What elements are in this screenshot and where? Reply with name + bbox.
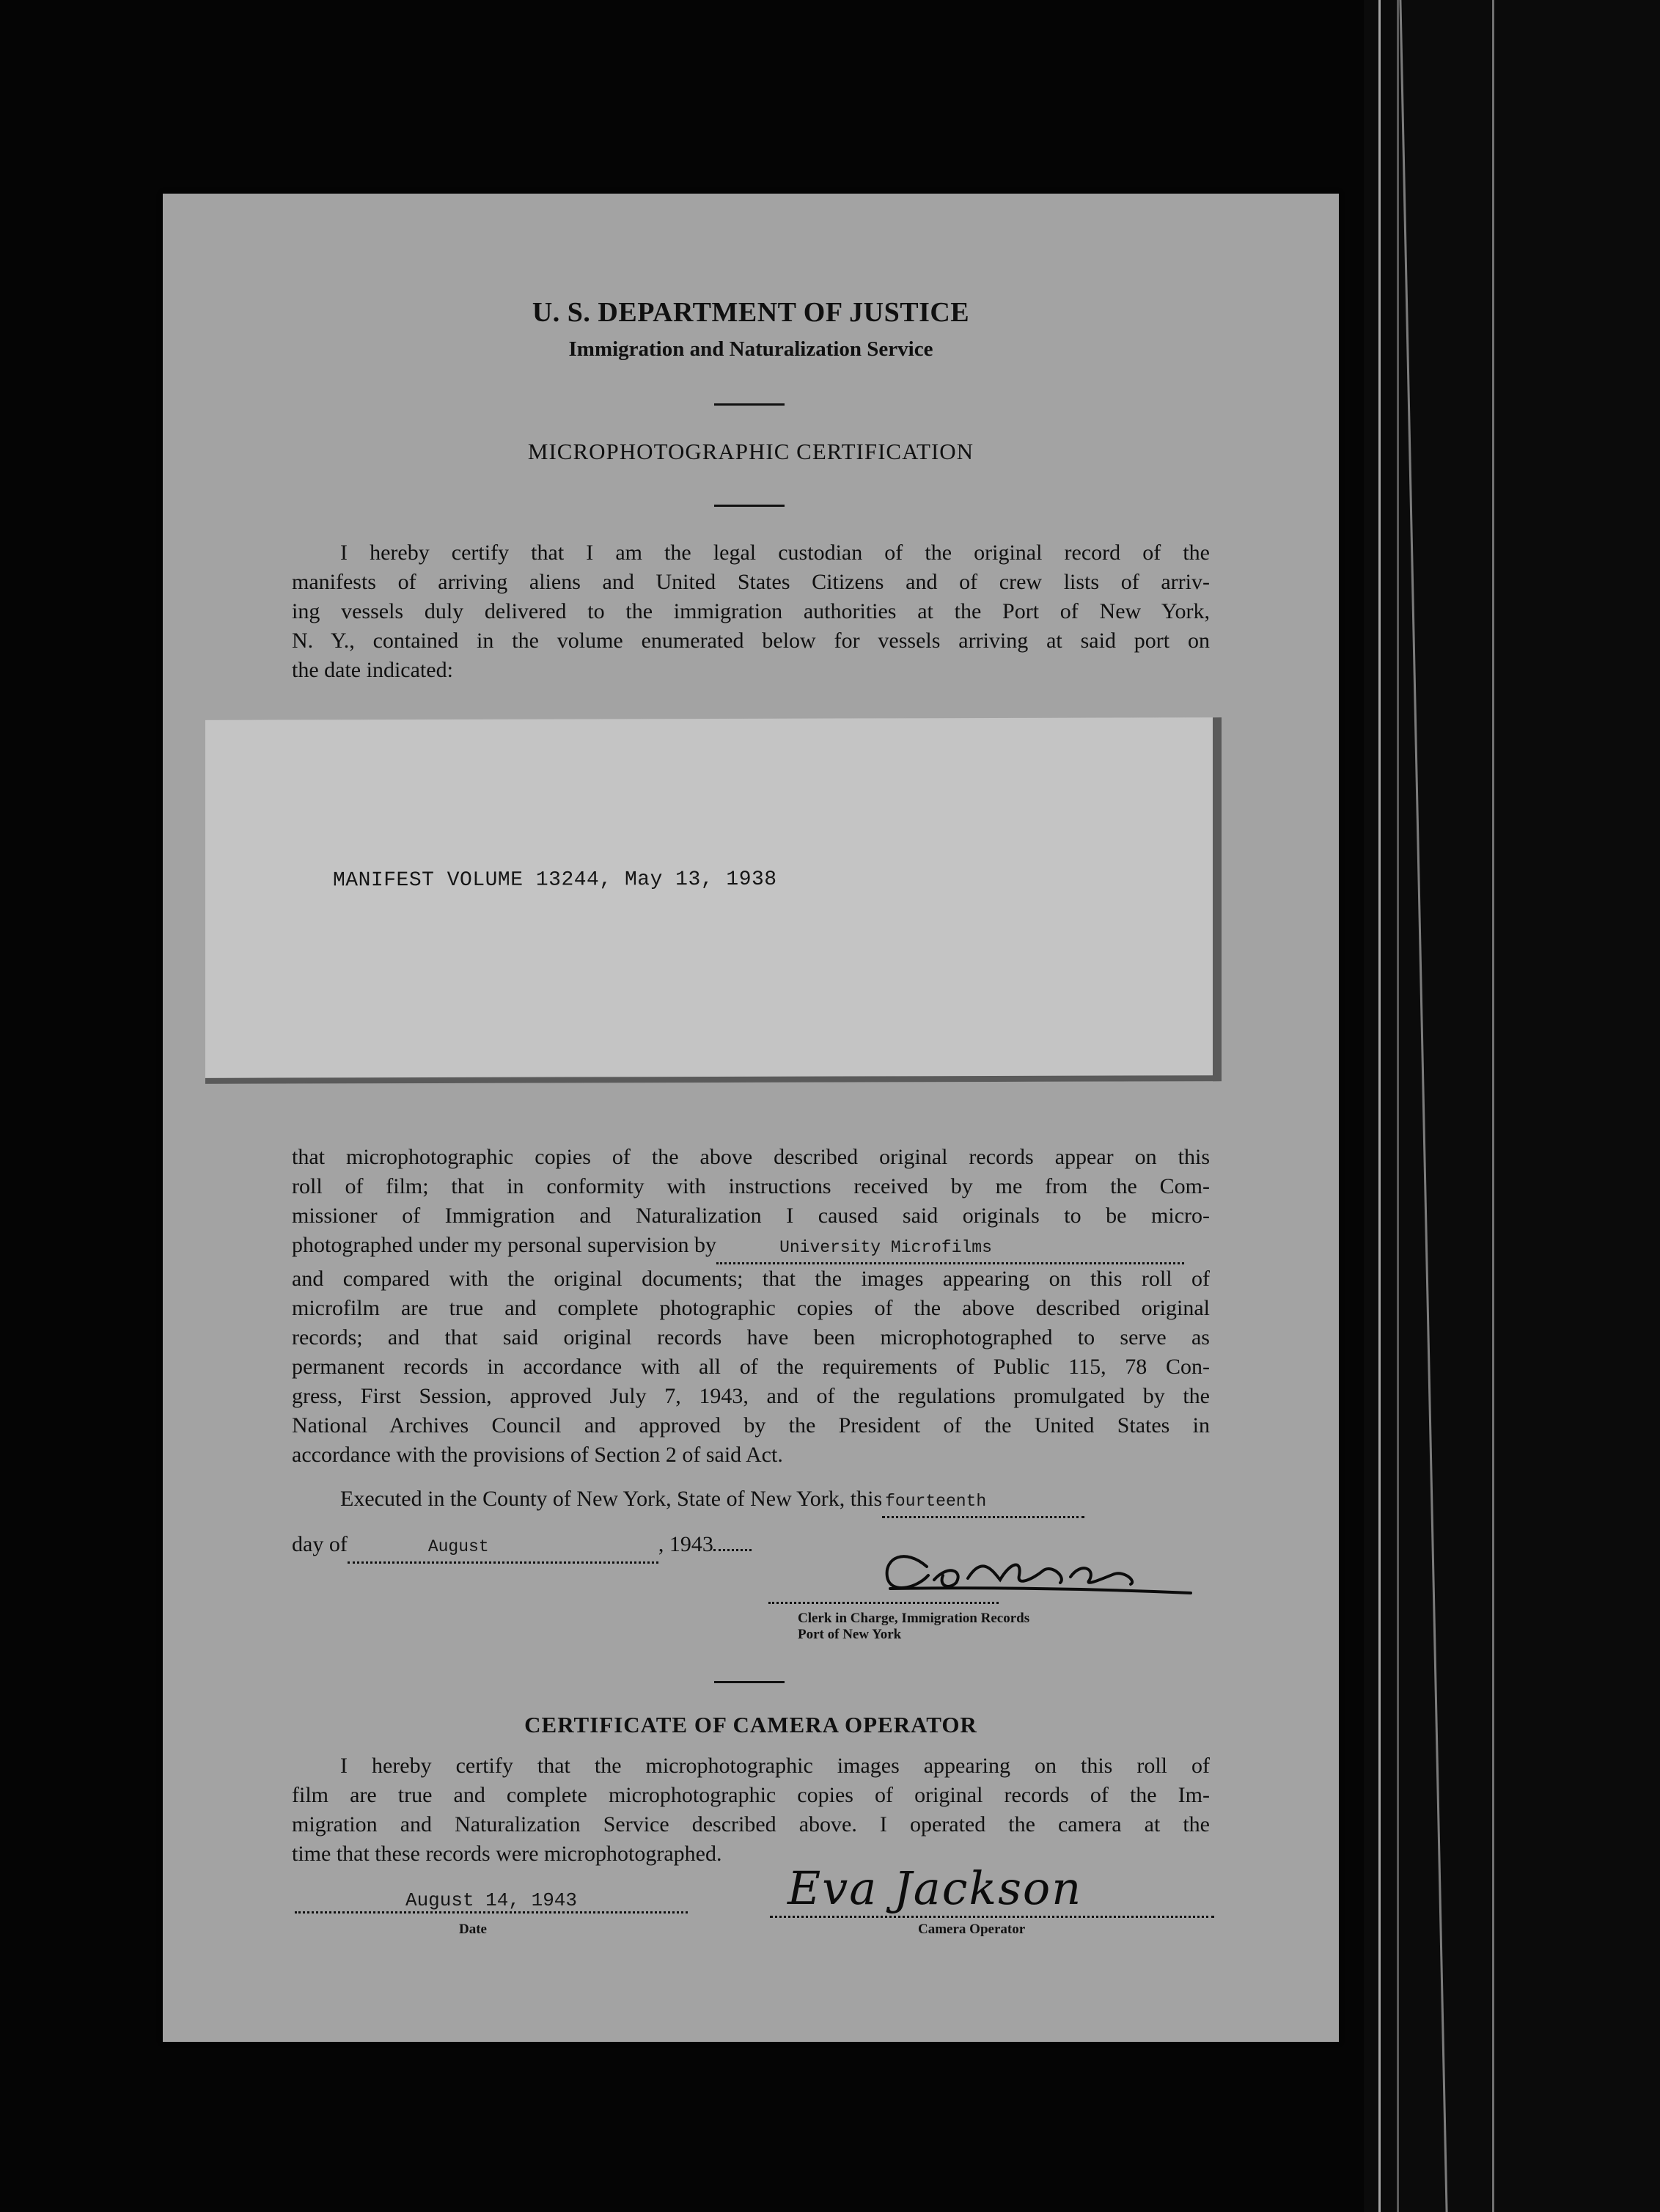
certification-body: that microphotographic copies of the above described original records appear on this roll of film; that in conformity with instructions received by me from the Com- missioner of Immigration and Naturalization I caused said originals to be micro- photographed under my personal supervision by University Microfilms and compared with the original documents; that the images appearing on this roll of microfilm are true and complete photographic copies of the above described original records; and that said original records have been microphotographed to serve as permanent records in accordance with all of the requirements of Public 115, 78 Con- gress, First Session, approved July 7, 1943, and of the regulations promulgated by the National Archives Council and approved by the President of the United States in accordance with the provisions of Section 2 of said Act. <box>292 1145 1210 1467</box>
manifest-volume-text: MANIFEST VOLUME 13244, May 13, 1938 <box>333 868 777 893</box>
year-field <box>713 1549 752 1551</box>
date-value: August 14, 1943 <box>405 1889 578 1911</box>
service-subtitle: Immigration and Naturalization Service <box>568 337 933 361</box>
operator-label: Camera Operator <box>918 1922 1026 1937</box>
date-field <box>295 1889 688 1913</box>
camera-operator-title: CERTIFICATE OF CAMERA OPERATOR <box>524 1712 977 1737</box>
clerk-signature <box>846 1542 1213 1600</box>
executed-day-field <box>882 1484 1084 1518</box>
certification-title: MICROPHOTOGRAPHIC CERTIFICATION <box>527 439 974 464</box>
day-of-line: day of August , 1943 <box>292 1530 805 1564</box>
month-field <box>348 1530 658 1564</box>
divider <box>714 1681 785 1683</box>
execution-line: Executed in the County of New York, State of New York, this fourteenth <box>292 1484 1210 1518</box>
certificate-page <box>163 194 1339 2042</box>
film-edge-line <box>1492 0 1494 2212</box>
divider <box>714 505 785 507</box>
operator-signature: Eva Jackson <box>787 1861 1083 1915</box>
department-title: U. S. DEPARTMENT OF JUSTICE <box>532 297 970 328</box>
film-edge-line <box>1378 0 1381 2212</box>
manifest-slip <box>205 717 1222 1084</box>
executed-day-value: fourteenth <box>885 1492 987 1511</box>
operator-signature-field <box>770 1861 1214 1918</box>
supervisor-value: University Microfilms <box>779 1238 992 1257</box>
clerk-title: Clerk in Charge, Immigration Records Port of New York <box>798 1611 1030 1642</box>
divider <box>714 403 785 406</box>
month-value: August <box>427 1537 489 1556</box>
intro-paragraph: I hereby certify that I am the legal custodian of the original record of the manifests of arriving aliens and United States Citizens and of crew lists of arriv- ing vessels duly delivered to the immigration authorities at the Port of New York, N. Y., contained in the volume enumerated below for vessels arriving at said port on the date indicated: <box>292 541 1210 682</box>
camera-operator-paragraph: I hereby certify that the microphotographic images appearing on this roll of film are true and complete microphotographic copies of original records of the Im- migration and Naturalization Service described above. I operated the camera at the time that these records were microphotographed. <box>292 1754 1210 1866</box>
clerk-signature-stroke <box>846 1542 1213 1600</box>
film-edge-line <box>1397 0 1399 2212</box>
clerk-signature-line <box>768 1602 999 1604</box>
supervisor-field <box>716 1231 1184 1264</box>
date-label: Date <box>459 1922 487 1937</box>
